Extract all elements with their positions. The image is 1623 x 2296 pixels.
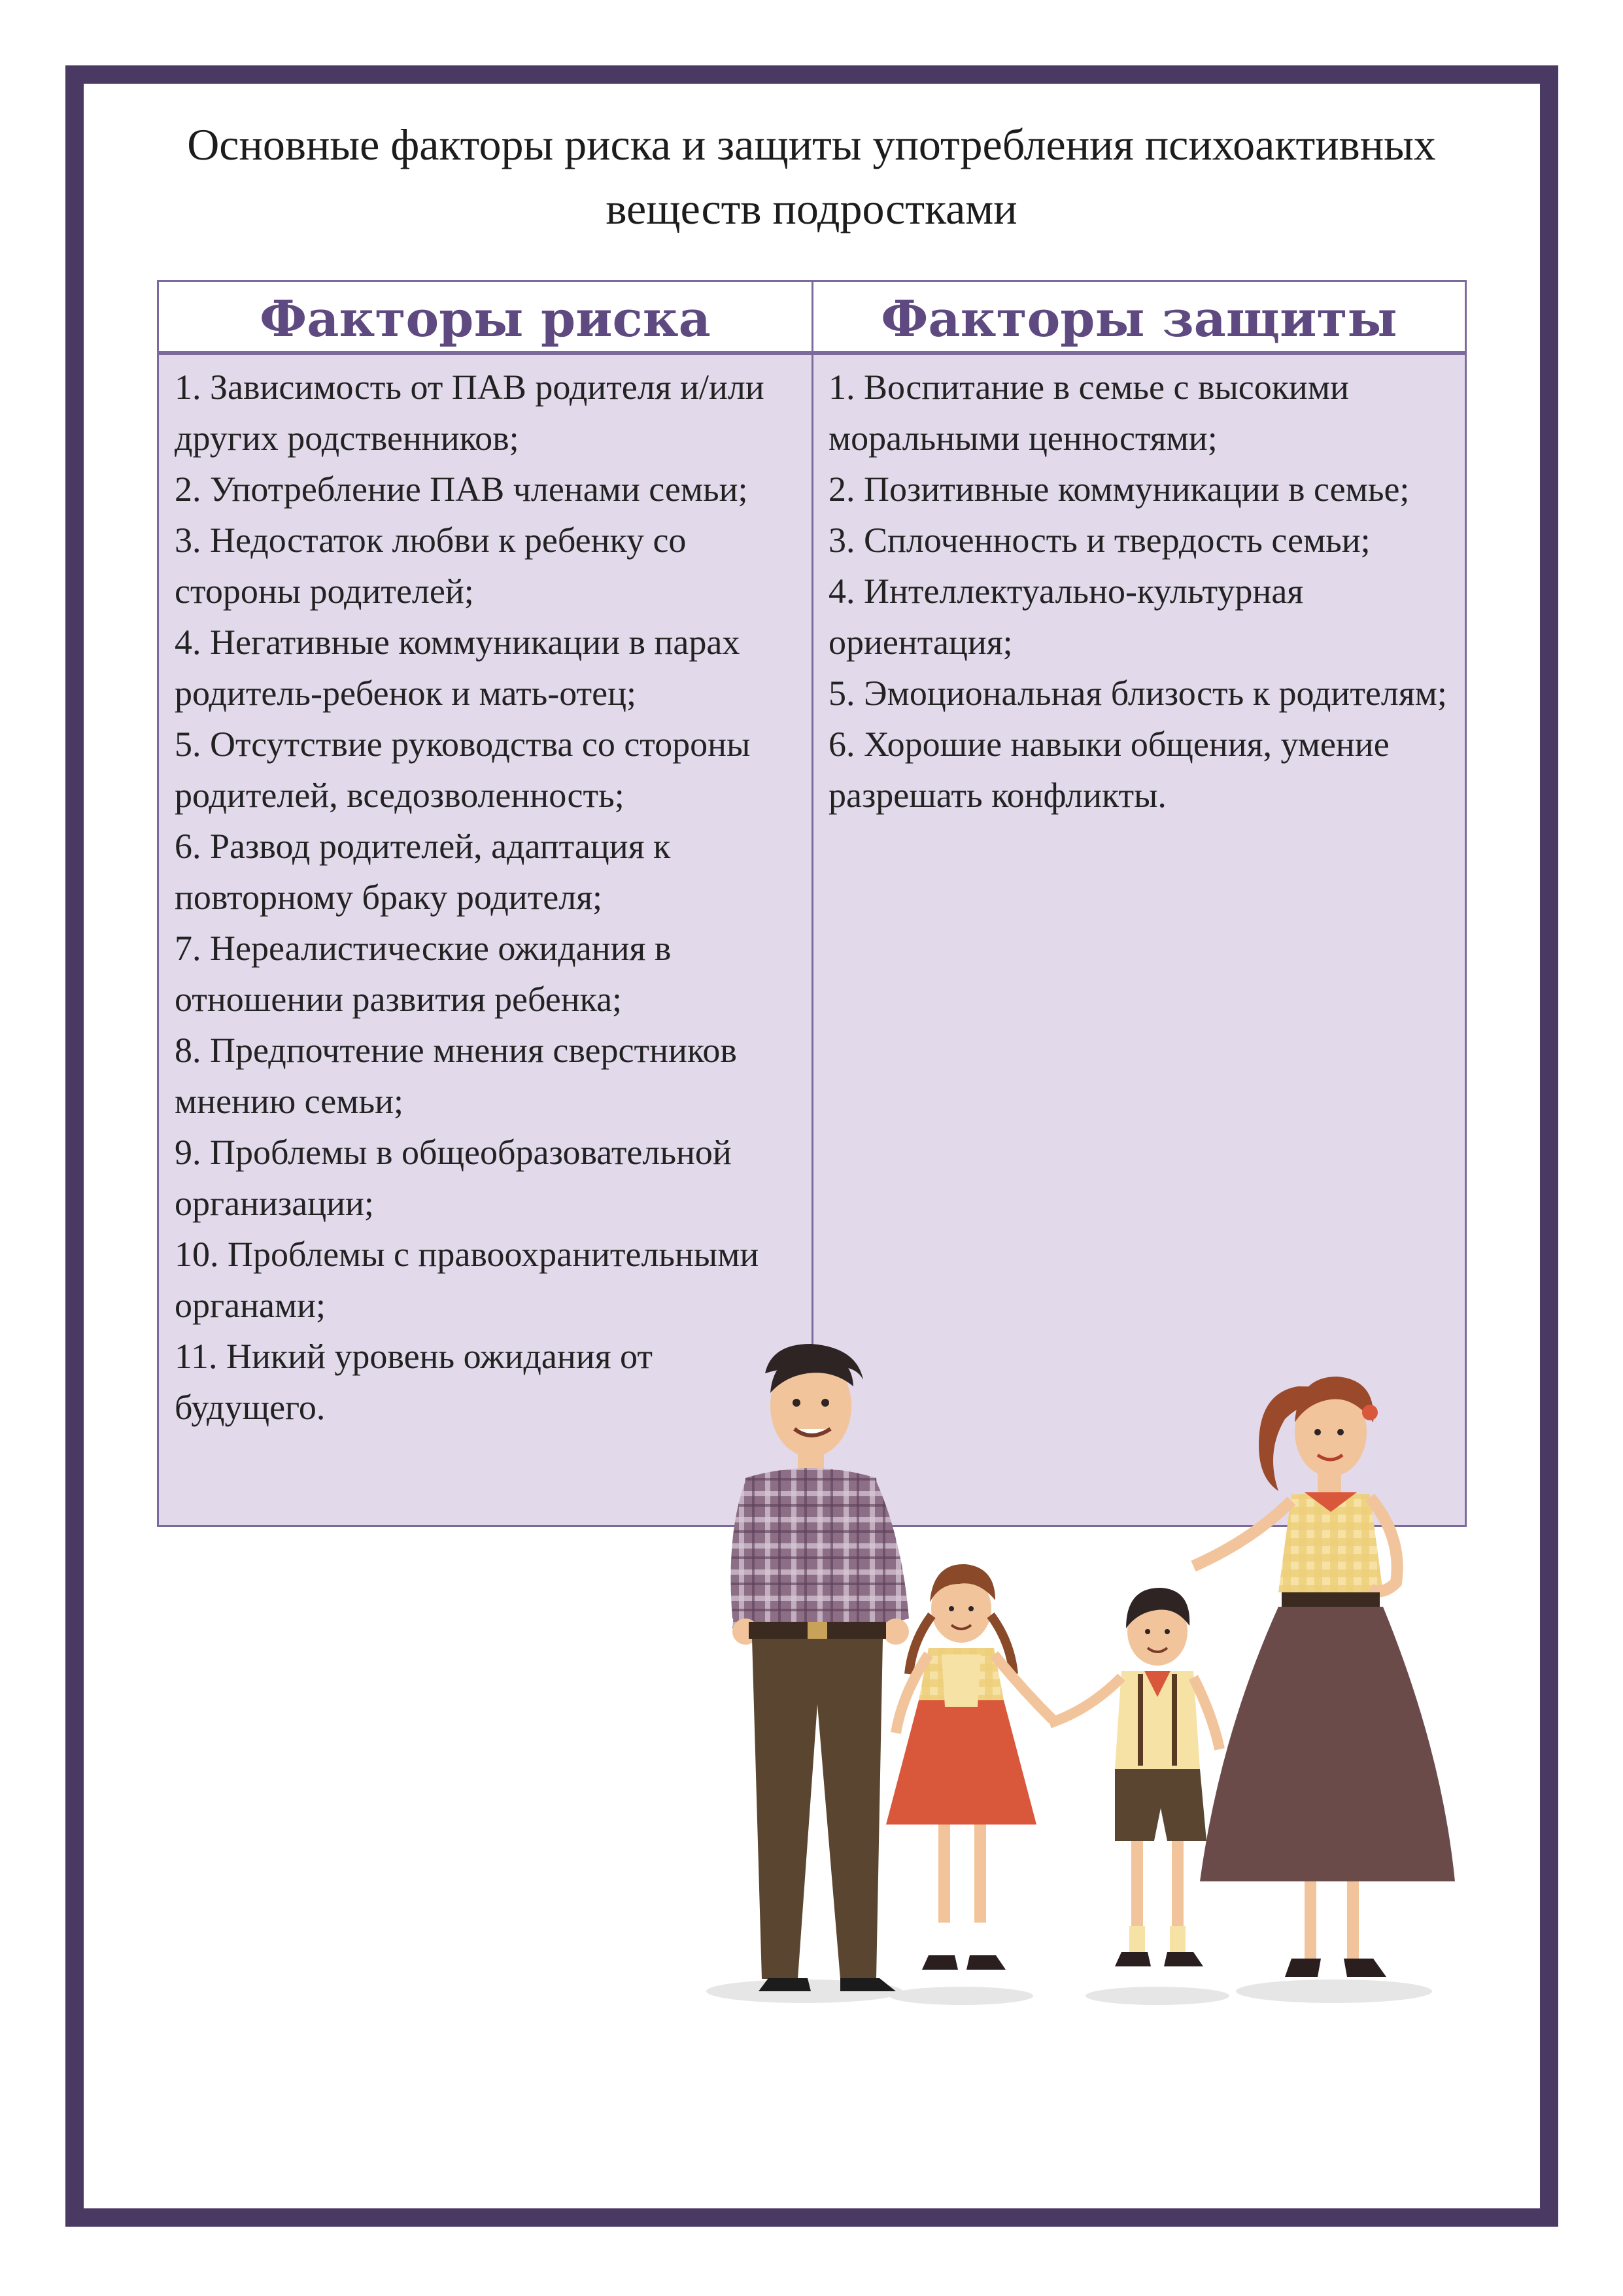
risk-factor-item: 10. Проблемы с правоохранительными органами; <box>175 1235 759 1325</box>
risk-factor-item: 3. Недостаток любви к ребенку со стороны родителей; <box>175 521 687 611</box>
protection-factor-item: 4. Интеллектуально-культурная ориентация; <box>829 572 1304 662</box>
mother-figure <box>1193 1377 1455 1977</box>
father-figure <box>731 1344 910 1991</box>
son-figure <box>1050 1588 1220 1966</box>
daughter-figure <box>886 1564 1053 1970</box>
protection-factor-item: 2. Позитивные коммуникации в семье; <box>829 470 1410 509</box>
risk-factor-item: 7. Нереалистические ожидания в отношении развития ребенка; <box>175 929 672 1019</box>
risk-factor-item: 9. Проблемы в общеобразовательной организации; <box>175 1133 732 1223</box>
risk-factor-item: 8. Предпочтение мнения сверстников мнению семьи; <box>175 1031 737 1121</box>
risk-factor-item: 5. Отсутствие руководства со стороны родителей, вседозволенность; <box>175 725 751 815</box>
document-title-line-1: Основные факторы риска и защиты употребления психоактивных <box>187 120 1436 169</box>
family-illustration <box>687 1334 1465 2027</box>
risk-factors-list <box>175 362 802 1433</box>
document-title <box>98 112 1525 241</box>
document-title-line-2: веществ подростками <box>606 184 1017 233</box>
risk-factor-item: 11. Никий уровень ожидания от будущего. <box>175 1337 653 1427</box>
risk-factor-item: 6. Развод родителей, адаптация к повторному браку родителя; <box>175 827 671 917</box>
risk-factor-item: 1. Зависимость от ПАВ родителя и/или других родственников; <box>175 368 764 458</box>
protection-factor-item: 1. Воспитание в семье с высокими моральными ценностями; <box>829 368 1349 458</box>
protection-factor-item: 5. Эмоциональная близость к родителям; <box>829 674 1447 713</box>
risk-factor-item: 2. Употребление ПАВ членами семьи; <box>175 470 748 509</box>
protection-factors-list <box>829 362 1456 821</box>
risk-factor-item: 4. Негативные коммуникации в парах родитель-ребенок и мать-отец; <box>175 623 740 713</box>
protection-factor-item: 3. Сплоченность и твердость семьи; <box>829 521 1371 560</box>
protection-factors-header: Факторы защиты <box>881 290 1397 348</box>
protection-factor-item: 6. Хорошие навыки общения, умение разрешать конфликты. <box>829 725 1390 815</box>
risk-factors-header: Факторы риска <box>260 290 711 348</box>
